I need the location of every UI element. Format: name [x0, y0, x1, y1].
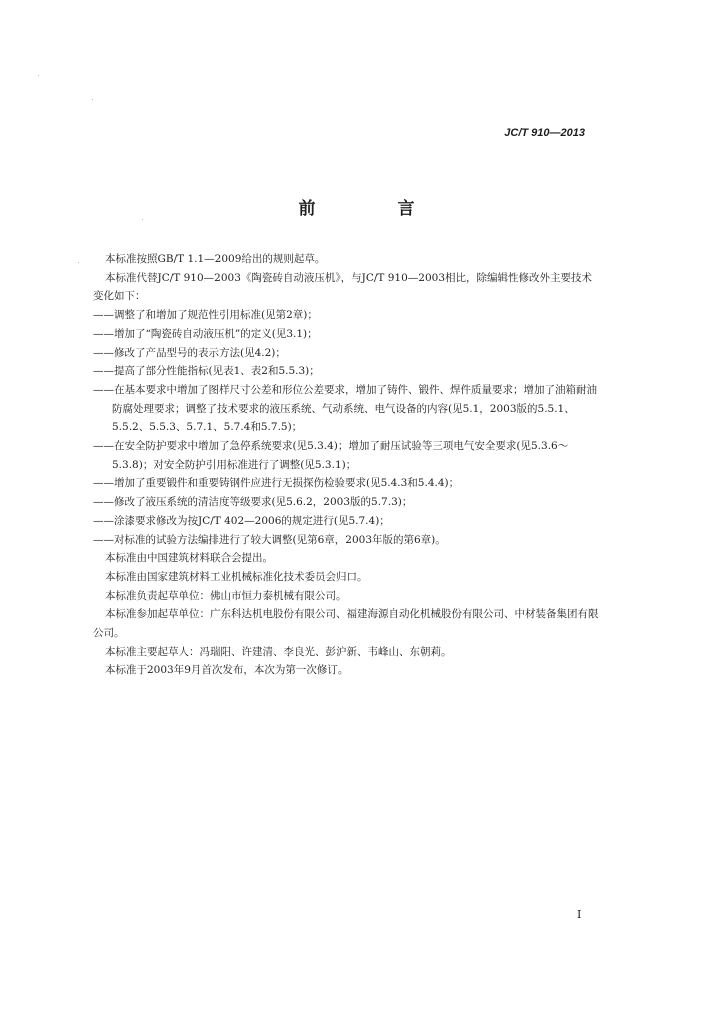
change-item: ——增加了重要锻件和重要铸钢件应进行无损探伤检验要求(见5.4.3和5.4.4)； — [93, 477, 460, 490]
change-item: ——修改了产品型号的表示方法(见4.2)； — [93, 346, 286, 359]
statement-committee: 本标准由国家建筑材料工业机械标准化技术委员会归口。 — [105, 570, 368, 583]
statement-lead-drafter: 本标准负责起草单位：佛山市恒力泰机械有限公司。 — [105, 589, 347, 602]
change-item: ——在基本要求中增加了图样尺寸公差和形位公差要求，增加了铸件、锻件、焊件质量要求；增加了油箱耐油防腐处理要求；调整了技术要求的液压系统、气动系统、电气设备的内容(见5.1，2003版的5.5.1、5.5.2、5.5.3、5.7.1、5.7.4和5.7.5)； — [93, 383, 597, 434]
paragraph-drafting-rules: 本标准按照GB/T 1.1—2009给出的规则起草。 — [105, 253, 326, 265]
statement-proposer: 本标准由中国建筑材料联合会提出。 — [105, 552, 273, 565]
paragraph-replacement: 本标准代替JC/T 910—2003《陶瓷砖自动液压机》，与JC/T 910—2003相比，除编辑性修改外主要技术变化如下： — [93, 271, 593, 303]
standard-code: JC/T 910—2013 — [504, 127, 585, 139]
change-item: ——对标准的试验方法编排进行了较大调整(见第6章，2003年版的第6章)。 — [93, 533, 446, 546]
page-number: I — [577, 908, 582, 921]
change-item: ——修改了液压系统的清洁度等级要求(见5.6.2，2003版的5.7.3)； — [93, 496, 413, 509]
foreword-body — [93, 250, 599, 680]
statement-main-drafters: 本标准主要起草人：冯瑞阳、许建清、李良光、彭沪新、韦峰山、东朝莉。 — [105, 645, 452, 658]
change-item: ——在安全防护要求中增加了急停系统要求(见5.3.4)；增加了耐压试验等三项电气安全要求(见5.3.6～5.3.8)；对安全防护引用标准进行了调整(见5.3.1)； — [93, 440, 569, 471]
change-item: ——增加了“陶瓷砖自动液压机”的定义(见3.1)； — [93, 327, 318, 340]
statement-publication-history: 本标准于2003年9月首次发布，本次为第一次修订。 — [105, 664, 349, 677]
statement-participating-drafters: 本标准参加起草单位：广东科达机电股份有限公司、福建海源自动化机械股份有限公司、中材装备集团有限公司。 — [93, 608, 599, 640]
page-title: 前 言 — [298, 199, 453, 219]
change-item: ——涂漆要求修改为按JC/T 402—2006的规定进行(见5.7.4)； — [93, 514, 390, 527]
change-item: ——调整了和增加了规范性引用标准(见第2章)； — [93, 309, 318, 322]
change-item: ——提高了部分性能指标(见表1、表2和5.5.3)； — [93, 365, 320, 378]
